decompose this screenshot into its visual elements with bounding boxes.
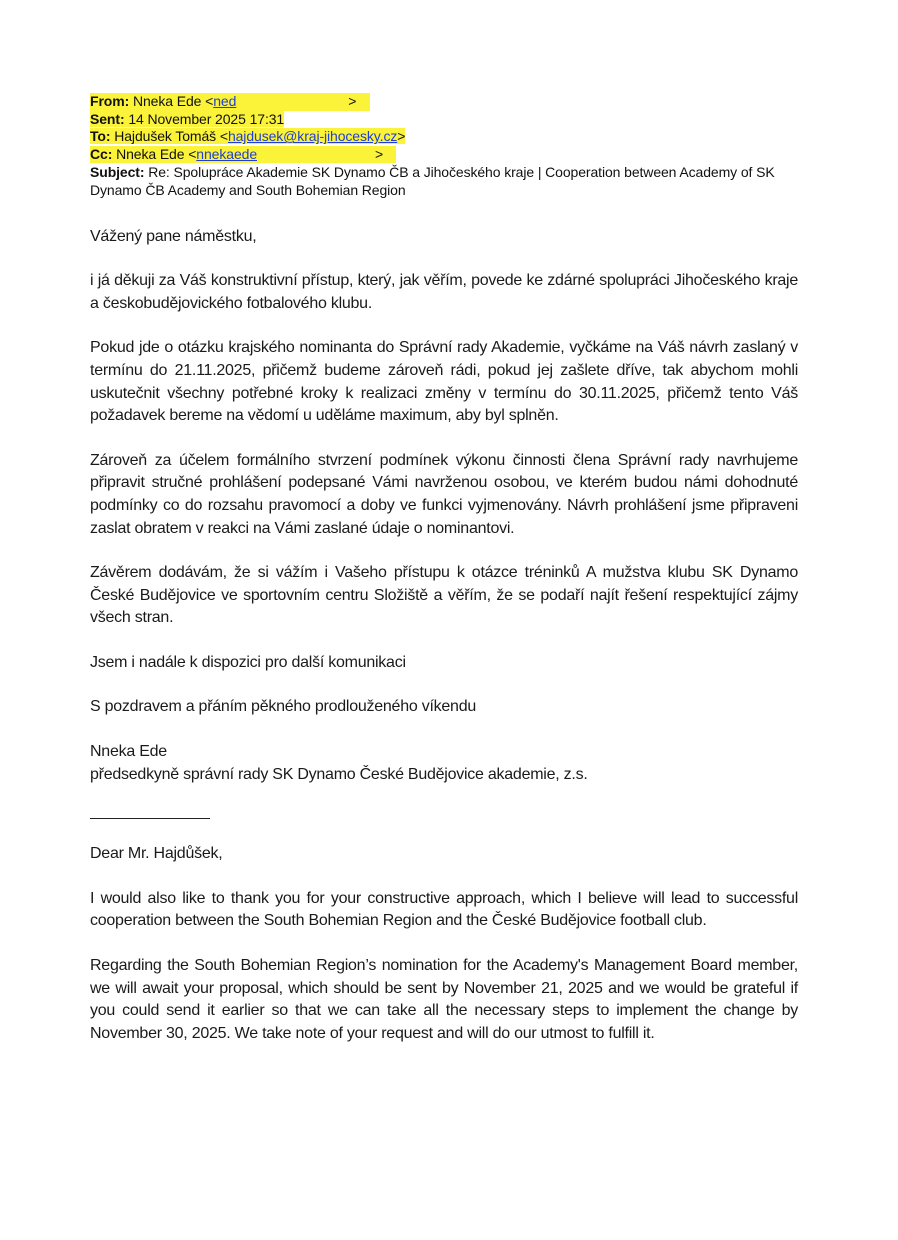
closing-line: S pozdravem a přáním pěkného prodlouženého víkendu <box>90 698 476 716</box>
to-name: Hajdušek Tomáš < <box>114 128 228 145</box>
czech-paragraph-4: Závěrem dodávám, že si vážím i Vašeho přístupu k otázce tréninků A mužstva klubu SK Dynamo České Budějovice ve sportovním centru Složiště a věřím, že se podaří najít řešení respektující zájmy všech stran. <box>90 564 798 627</box>
cc-line <box>90 146 798 164</box>
from-label: From: <box>90 93 130 109</box>
cc-name: Nneka Ede < <box>116 145 197 162</box>
from-close: > <box>348 93 357 109</box>
subject-label: Subject: <box>90 164 145 181</box>
to-line <box>90 128 798 146</box>
to-label: To: <box>90 128 111 145</box>
availability-line: Jsem i nadále k dispozici pro další komunikaci <box>90 653 406 671</box>
sent-value: 14 November 2025 17:31 <box>128 110 285 127</box>
email-document <box>90 93 798 1045</box>
from-email-link[interactable]: ned <box>213 93 237 109</box>
cc-email-link[interactable]: nnekaede <box>196 145 257 162</box>
signature-name: Nneka Ede <box>90 743 167 761</box>
language-separator <box>90 808 210 819</box>
to-highlight <box>90 128 405 144</box>
english-salutation: Dear Mr. Hajdůšek, <box>90 845 223 863</box>
english-paragraph-1: I would also like to thank you for your constructive approach, which I believe will lead to successful cooperation between the South Bohemian Region and the České Budějovice football club. <box>90 889 798 930</box>
english-paragraph-2: Regarding the South Bohemian Region’s nomination for the Academy's Management Board member, we will await your proposal, which should be sent by November 21, 2025 and we would be grateful if you could send it earlier so that we can take all the necessary steps to implement the change by November 30, 2025. We take note of your request and will do our utmost to fulfill it. <box>90 957 798 1042</box>
cc-label: Cc: <box>90 145 113 162</box>
cc-close: > <box>375 145 384 162</box>
czech-paragraph-1: i já děkuji za Váš konstruktivní přístup, který, jak věřím, povede ke zdárné spolupráci Jihočeského kraje a českobudějovického fotbalového klubu. <box>90 272 798 312</box>
subject-line <box>90 164 798 199</box>
sent-label: Sent: <box>90 110 125 127</box>
to-close: > <box>397 128 406 145</box>
email-body <box>90 226 798 1046</box>
czech-paragraph-3: Zároveň za účelem formálního stvrzení podmínek výkonu činnosti člena Správní rady navrhujeme připravit stručné prohlášení podepsané Vámi navrženou osobou, ve kterém budou námi dohodnuté podmínky co do rozsahu pravomocí a doby ve funkci vyjmenovány. Návrh prohlášení jsme připraveni zaslat obratem v reakci na Vámi zaslané údaje o nominantovi. <box>90 451 798 537</box>
signature-title: předsedkyně správní rady SK Dynamo České Budějovice akademie, z.s. <box>90 765 588 783</box>
from-highlight <box>90 93 370 111</box>
subject-value: Re: Spolupráce Akademie SK Dynamo ČB a Jihočeského kraje | Cooperation between Academy of SK Dynamo ČB Academy and South Bohemian Region <box>90 164 775 198</box>
sent-highlight <box>90 111 284 127</box>
from-name: Nneka Ede < <box>132 93 214 109</box>
signature-block <box>90 741 798 786</box>
czech-paragraph-2: Pokud jde o otázku krajského nominanta do Správní rady Akademie, vyčkáme na Váš návrh zaslaný v termínu do 21.11.2025, přičemž budeme zároveň rádi, pokud jej zašlete dříve, tak abychom mohli uskutečnit všechny potřebné kroky k realizaci změny v termínu do 30.11.2025, přičemž tento Váš požadavek bereme na vědomí u uděláme maximum, aby byl splněn. <box>90 339 798 425</box>
sent-line <box>90 111 798 129</box>
cc-highlight <box>90 146 396 164</box>
email-header <box>90 93 798 200</box>
czech-salutation: Vážený pane náměstku, <box>90 227 257 245</box>
to-email-link[interactable]: hajdusek@kraj-jihocesky.cz <box>227 128 398 145</box>
from-line <box>90 93 798 111</box>
